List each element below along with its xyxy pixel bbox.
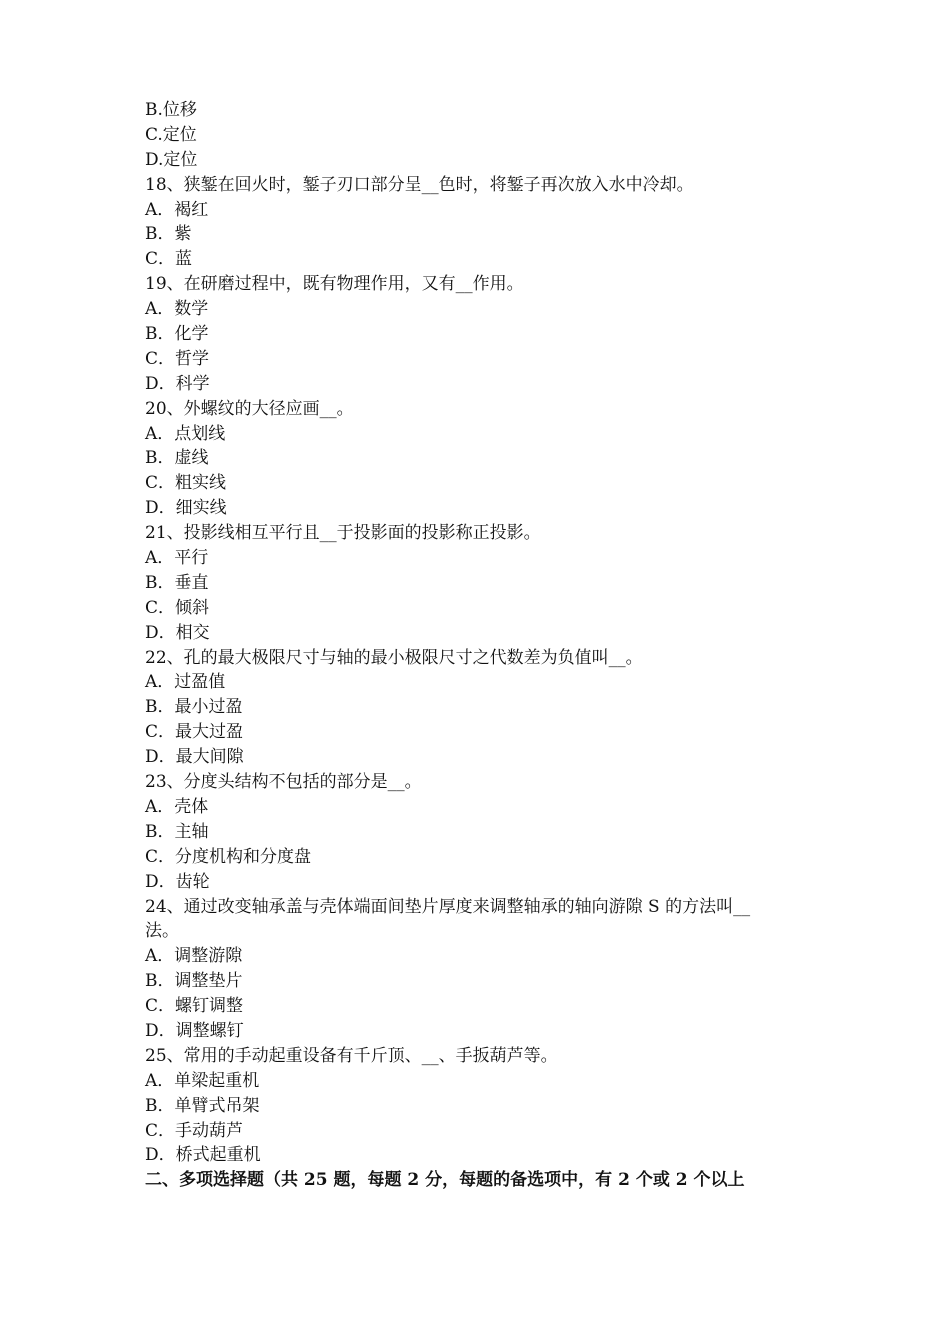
answer-option: D.定位 (145, 149, 198, 170)
answer-option: D．科学 (145, 373, 210, 394)
answer-option: C．分度机构和分度盘 (145, 846, 312, 867)
answer-option: B．化学 (145, 324, 209, 345)
answer-option: C．倾斜 (145, 597, 210, 618)
answer-option: C．粗实线 (145, 473, 227, 494)
answer-option: B．单臂式吊架 (145, 1095, 260, 1116)
question-stem: 18、狭錾在回火时，錾子刃口部分呈__色时，将錾子再次放入水中冷却。 (145, 174, 694, 195)
question-stem: 19、在研磨过程中，既有物理作用，又有__作用。 (145, 274, 524, 295)
answer-option: D．齿轮 (145, 871, 210, 892)
answer-option: D．桥式起重机 (145, 1145, 261, 1166)
answer-option: A．数学 (145, 299, 209, 320)
answer-option: D．最大间隙 (145, 747, 244, 768)
question-stem: 22、孔的最大极限尺寸与轴的最小极限尺寸之代数差为负值叫__。 (145, 647, 643, 668)
question-stem: 20、外螺纹的大径应画__。 (145, 398, 354, 419)
answer-option: B．最小过盈 (145, 697, 243, 718)
question-stem-continuation: 法。 (145, 921, 179, 942)
answer-option: A．壳体 (145, 796, 209, 817)
answer-option: B.位移 (145, 100, 197, 120)
answer-option: A．单梁起重机 (145, 1070, 260, 1091)
answer-option: A．点划线 (145, 423, 226, 444)
answer-option: B．紫 (145, 224, 192, 245)
answer-option: A．调整游隙 (145, 946, 243, 967)
answer-option: C．最大过盈 (145, 722, 244, 743)
document-page (145, 98, 815, 1193)
answer-option: B．主轴 (145, 821, 209, 842)
question-stem: 25、常用的手动起重设备有千斤顶、__、手扳葫芦等。 (145, 1045, 558, 1066)
answer-option: C．螺钉调整 (145, 996, 244, 1017)
answer-option: C．手动葫芦 (145, 1120, 244, 1141)
answer-option: C.定位 (145, 124, 197, 145)
question-stem: 24、通过改变轴承盖与壳体端面间垫片厚度来调整轴承的轴向游隙 S 的方法叫__ (145, 896, 751, 917)
answer-option: B．调整垫片 (145, 971, 243, 992)
question-list (145, 98, 815, 1168)
answer-option: B．虚线 (145, 448, 209, 469)
answer-option: D．相交 (145, 622, 210, 643)
answer-option: C．蓝 (145, 249, 193, 270)
question-stem: 21、投影线相互平行且__于投影面的投影称正投影。 (145, 523, 541, 544)
answer-option: A．平行 (145, 548, 209, 569)
question-stem: 23、分度头结构不包括的部分是__。 (145, 772, 422, 793)
answer-option: B．垂直 (145, 572, 209, 593)
answer-option: D．细实线 (145, 498, 227, 519)
answer-option: A．褐红 (145, 199, 209, 220)
section-heading: 二、多项选择题（共 25 题，每题 2 分，每题的备选项中，有 2 个或 2 个以上 (145, 1170, 745, 1191)
answer-option: A．过盈值 (145, 672, 226, 693)
answer-option: C．哲学 (145, 348, 210, 369)
answer-option: D．调整螺钉 (145, 1020, 244, 1041)
